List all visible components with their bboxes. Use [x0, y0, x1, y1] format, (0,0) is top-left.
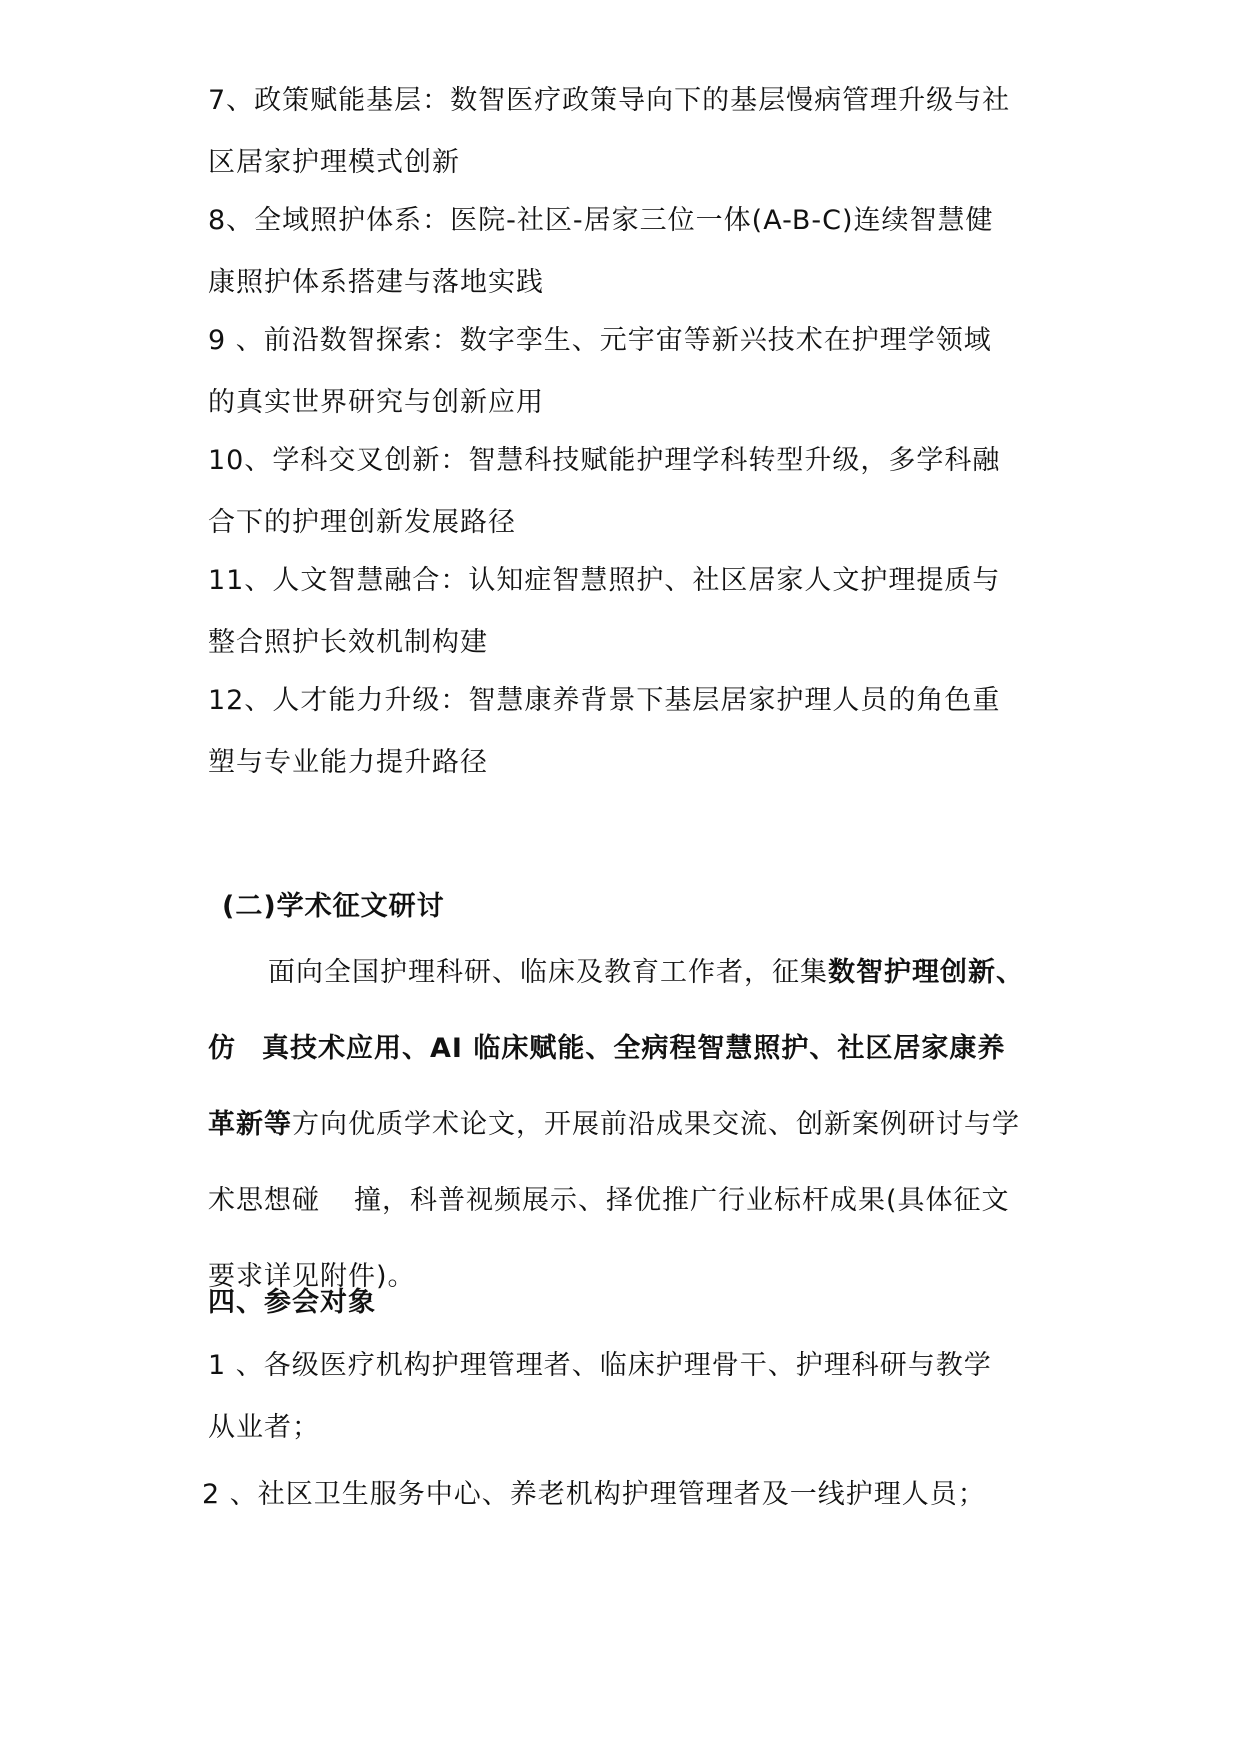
paragraph-text: 面向全国护理科研、临床及教育工作者，征集 [268, 957, 828, 988]
audience-item-1-line-1: 1 、各级医疗机构护理管理者、临床护理骨干、护理科研与教学 [208, 1350, 992, 1381]
paragraph-emphasis: 仿 [208, 1033, 236, 1064]
topic-item-12 [208, 670, 1060, 794]
topic-item-10-line-2: 合下的护理创新发展路径 [208, 507, 516, 538]
topic-item-8-line-1: 8、全域照护体系：医院-社区-居家三位一体(A-B-C)连续智慧健 [208, 205, 994, 236]
topic-item-7-line-1: 7、政策赋能基层：数智医疗政策导向下的基层慢病管理升级与社 [208, 85, 1011, 116]
topic-item-7 [208, 70, 1060, 194]
paragraph-text: 方向优质学术论文，开展前沿成果交流、创新案例研讨与学 [292, 1109, 1020, 1140]
topic-item-8 [208, 190, 1060, 314]
topic-item-10 [208, 430, 1060, 554]
paragraph-line-1 [208, 935, 1060, 1011]
section-heading: 四、参会对象 [208, 1287, 376, 1318]
topic-item-7-line-2: 区居家护理模式创新 [208, 147, 460, 178]
paragraph-emphasis: 真技术应用、AI 临床赋能、全病程智慧照护、社区居家康养 [262, 1033, 1006, 1064]
paragraph-text: 撞，科普视频展示、择优推广行业标杆成果(具体征文 [354, 1185, 1010, 1216]
topic-item-9 [208, 310, 1060, 434]
topic-item-9-line-1: 9 、前沿数智探索：数字孪生、元宇宙等新兴技术在护理学领域 [208, 325, 992, 356]
audience-item-1 [208, 1335, 1060, 1459]
audience-item-2-line-1: 2 、社区卫生服务中心、养老机构护理管理者及一线护理人员； [202, 1479, 986, 1510]
topic-item-11 [208, 550, 1060, 674]
paragraph-line-3 [208, 1087, 1060, 1163]
paragraph-line-5: 要求详见附件)。 [208, 1261, 416, 1292]
topic-item-12-line-1: 12、人才能力升级：智慧康养背景下基层居家护理人员的角色重 [208, 685, 1001, 716]
subsection-heading: (二)学术征文研讨 [222, 891, 445, 922]
subsection-paragraph [208, 935, 1060, 1315]
topic-item-12-line-2: 塑与专业能力提升路径 [208, 747, 488, 778]
paragraph-line-2 [208, 1011, 1060, 1087]
topic-item-8-line-2: 康照护体系搭建与落地实践 [208, 267, 544, 298]
topic-item-10-line-1: 10、学科交叉创新：智慧科技赋能护理学科转型升级，多学科融 [208, 445, 1001, 476]
topic-item-11-line-1: 11、人文智慧融合：认知症智慧照护、社区居家人文护理提质与 [208, 565, 1001, 596]
topic-item-11-line-2: 整合照护长效机制构建 [208, 627, 488, 658]
paragraph-emphasis: 数智护理创新、 [828, 957, 1024, 988]
audience-item-2 [202, 1464, 1054, 1526]
audience-item-1-line-2: 从业者； [208, 1412, 320, 1443]
paragraph-line-4 [208, 1163, 1060, 1239]
topic-item-9-line-2: 的真实世界研究与创新应用 [208, 387, 544, 418]
paragraph-emphasis: 革新等 [208, 1109, 292, 1140]
paragraph-text: 术思想碰 [208, 1185, 320, 1216]
